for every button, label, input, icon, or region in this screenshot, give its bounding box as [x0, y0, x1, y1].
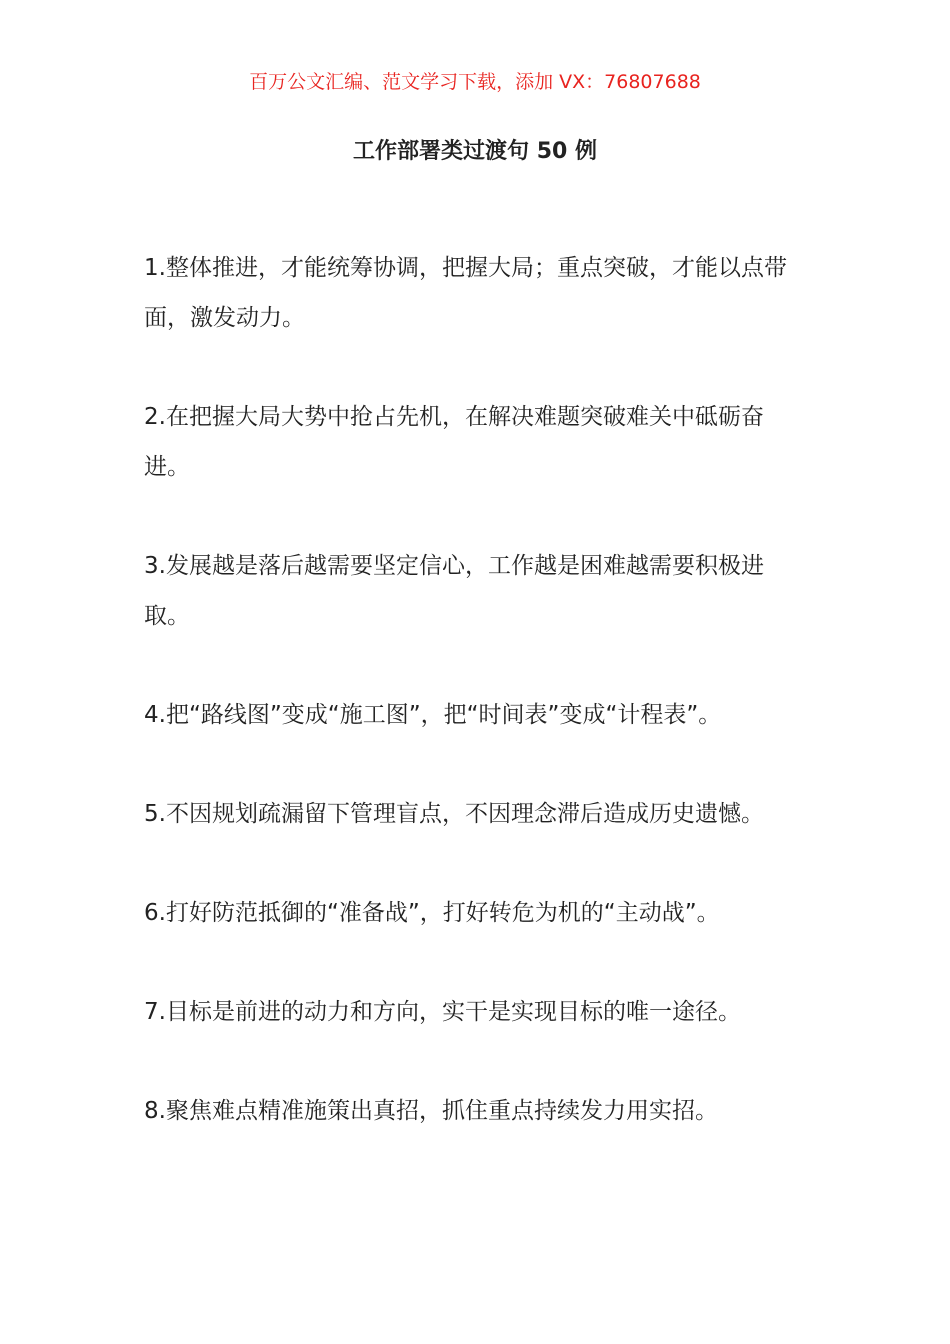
transition-sentence-list: [144, 243, 808, 1185]
list-item: 3.发展越是落后越需要坚定信心，工作越是困难越需要积极进取。: [144, 553, 764, 629]
list-item: 1.整体推进，才能统筹协调，把握大局；重点突破，才能以点带面，激发动力。: [144, 255, 787, 331]
document-title: 工作部署类过渡句 50 例: [353, 139, 597, 164]
header-note: 百万公文汇编、范文学习下载，添加 VX：76807688: [249, 71, 701, 93]
list-item: 5.不因规划疏漏留下管理盲点，不因理念滞后造成历史遗憾。: [144, 801, 764, 827]
list-item: 6.打好防范抵御的“准备战”，打好转危为机的“主动战”。: [144, 900, 720, 926]
list-item: 2.在把握大局大势中抢占先机，在解决难题突破难关中砥砺奋进。: [144, 404, 764, 480]
list-item: 4.把“路线图”变成“施工图”，把“时间表”变成“计程表”。: [144, 702, 722, 728]
list-item: 7.目标是前进的动力和方向，实干是实现目标的唯一途径。: [144, 999, 741, 1025]
list-item: 8.聚焦难点精准施策出真招，抓住重点持续发力用实招。: [144, 1098, 718, 1124]
